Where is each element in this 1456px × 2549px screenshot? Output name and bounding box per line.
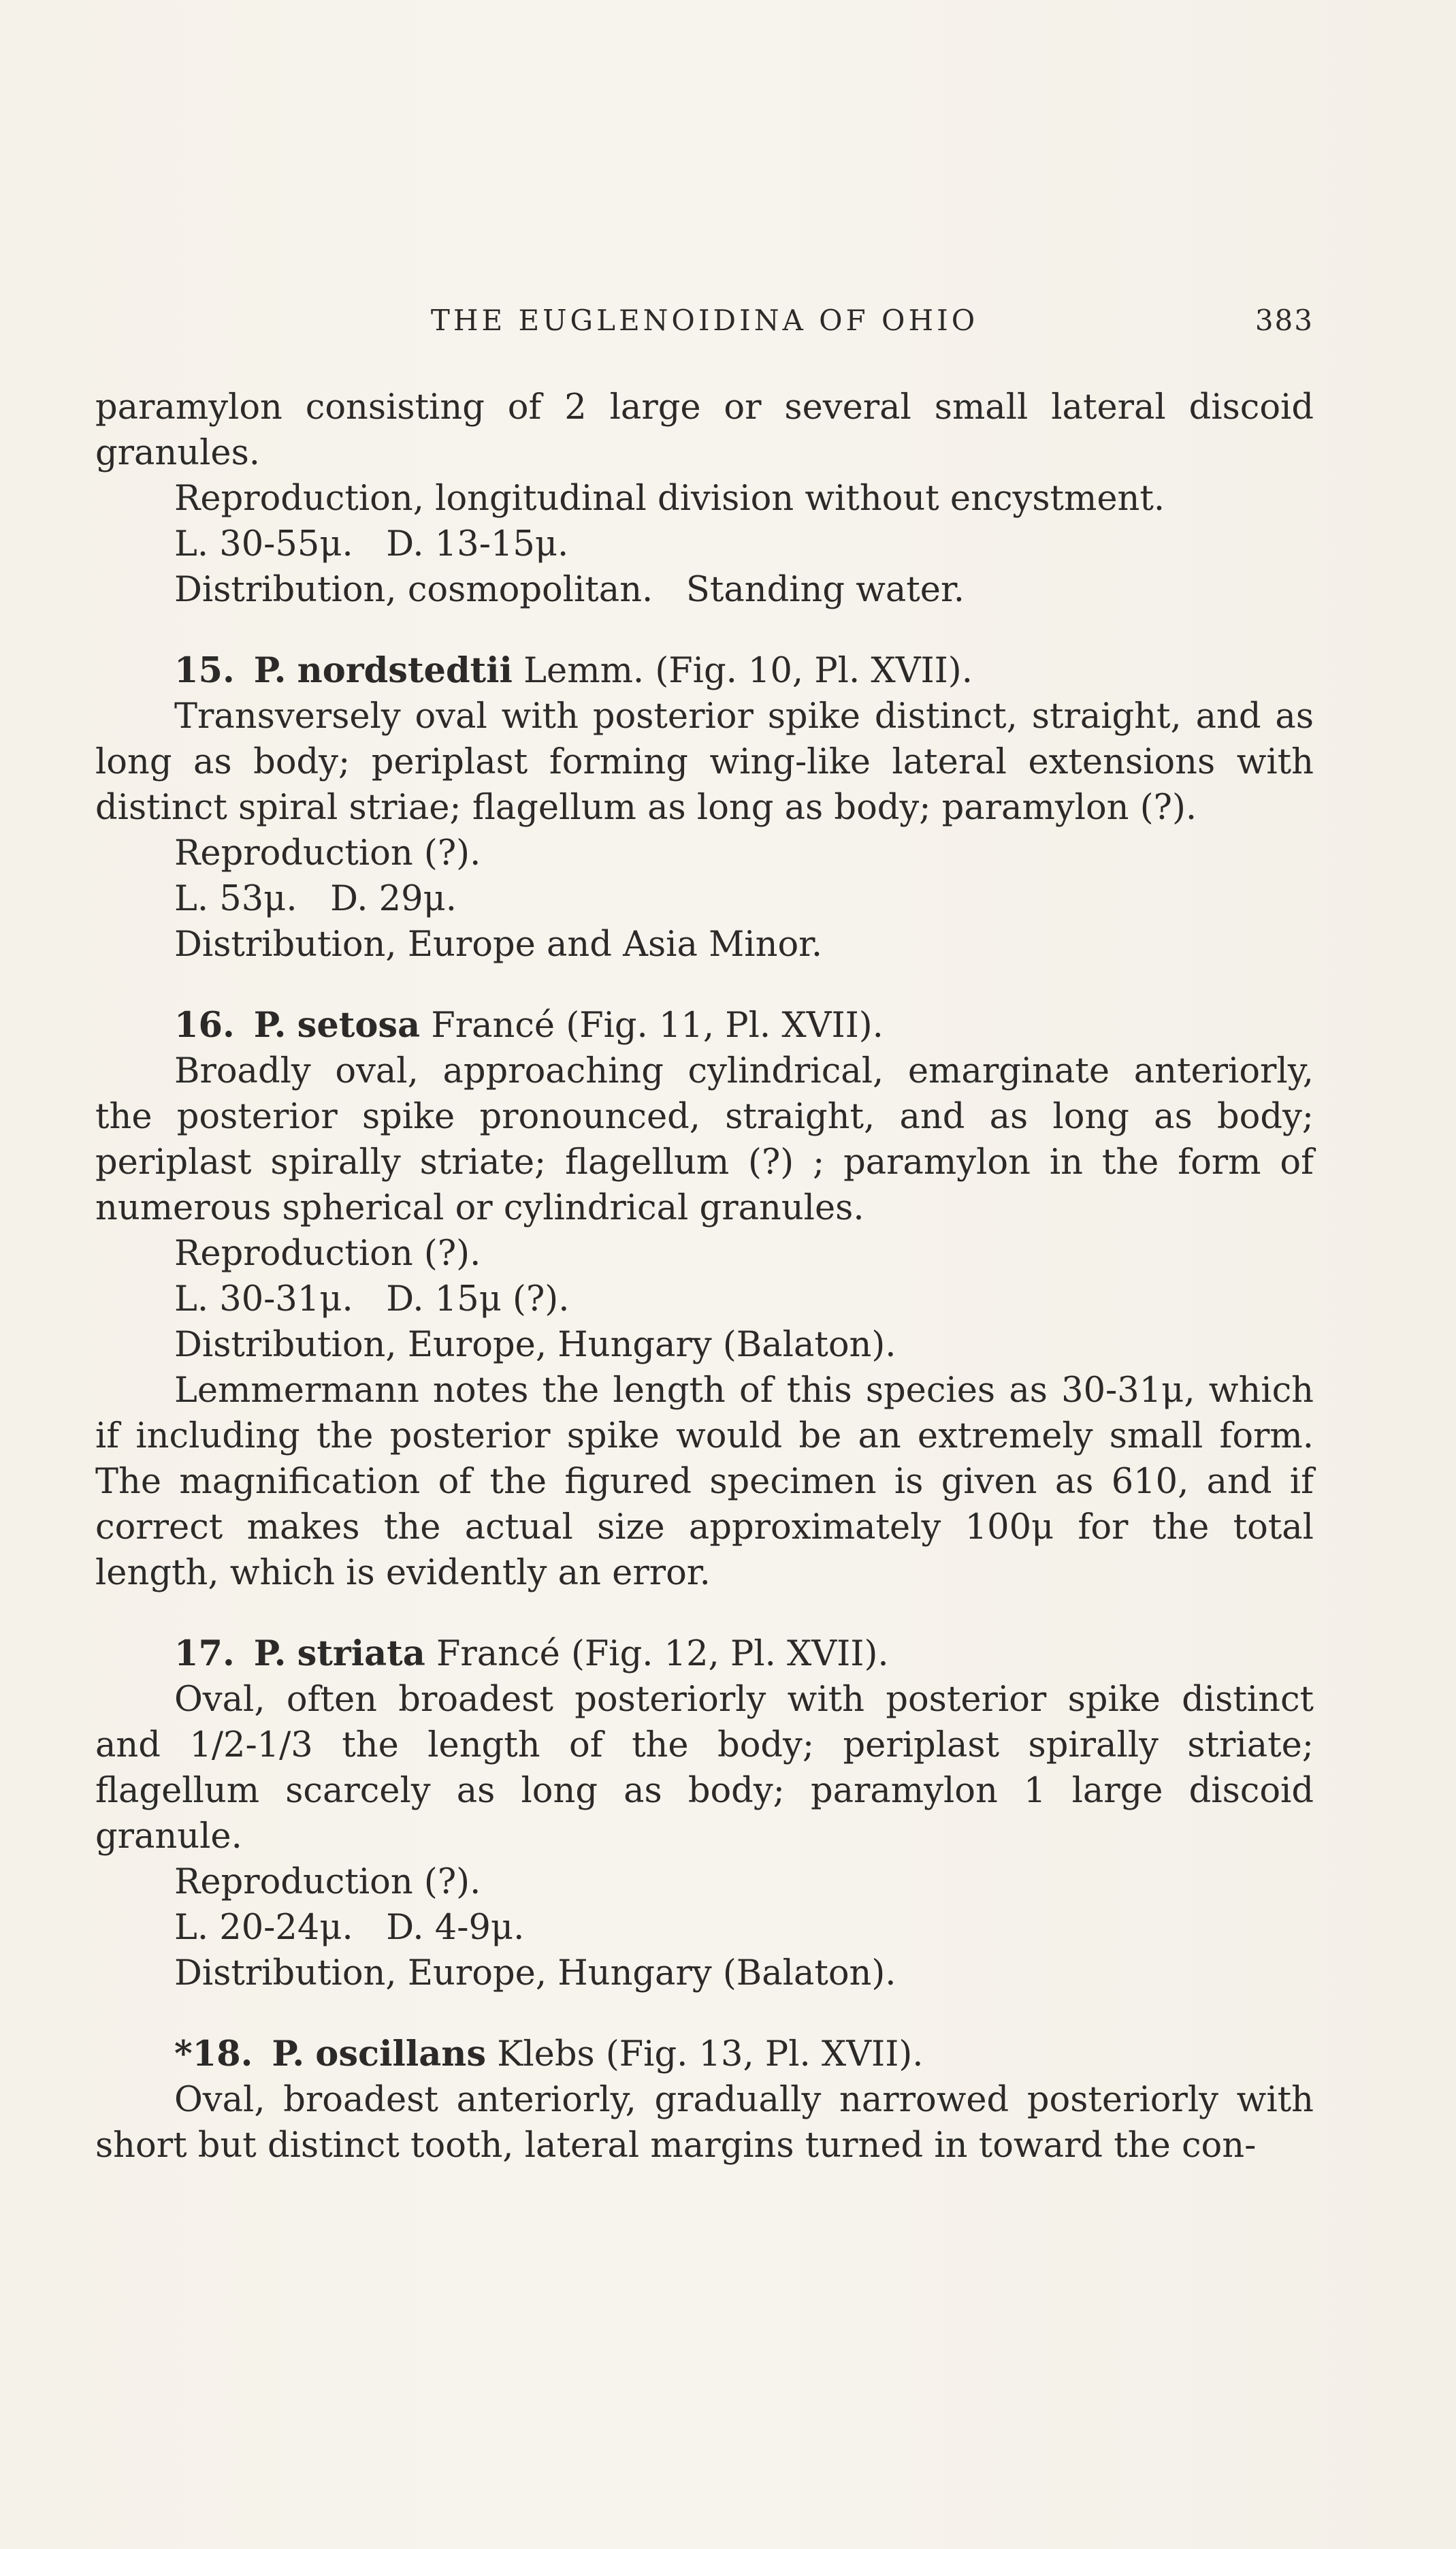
intro-reproduction: Reproduction, longitudinal division without encystment. <box>174 479 1165 519</box>
species-genus: P. <box>253 1633 287 1674</box>
species-genus: P. <box>253 1005 287 1046</box>
species-description: Oval, broadest anteriorly, gradually narrowed posteriorly with short but distinct tooth, lateral margins turned in toward the con- <box>95 2080 1314 2166</box>
species-author-ref: Lemm. (Fig. 10, Pl. XVII). <box>523 651 973 691</box>
intro-distribution: Distribution, cosmopolitan. Standing water. <box>174 570 965 610</box>
species-note: Lemmermann notes the length of this species as 30-31μ, which if including the posterior spike would be an extremely small form. The magnification of the figured specimen is given as 610, and if correct makes the actual size approximately 100μ for the total length, which is evidently an error. <box>95 1370 1314 1593</box>
species-epithet: striata <box>297 1633 425 1674</box>
intro-text: paramylon consisting of 2 large or several small lateral discoid granules. <box>95 387 1314 473</box>
species-distribution: Distribution, Europe and Asia Minor. <box>174 925 823 965</box>
running-title: THE EUGLENOIDINA OF OHIO <box>430 304 979 337</box>
species-genus: P. <box>253 650 287 691</box>
species-description: Oval, often broadest posteriorly with posterior spike distinct and 1/2-1/3 the length of the body; periplast spirally striate; flagellum scarcely as long as body; paramylon 1 large discoid granule. <box>95 1680 1314 1857</box>
page-number: 383 <box>1255 304 1314 337</box>
species-heading <box>95 648 1314 694</box>
species-heading <box>95 2032 1314 2077</box>
species-heading <box>95 1631 1314 1677</box>
species-distribution: Distribution, Europe, Hungary (Balaton). <box>174 1953 896 1993</box>
species-distribution: Distribution, Europe, Hungary (Balaton). <box>174 1325 896 1365</box>
species-epithet: setosa <box>297 1005 421 1046</box>
species-epithet: nordstedtii <box>297 650 513 691</box>
species-number: 17. <box>174 1633 235 1674</box>
species-measurements: L. 53μ. D. 29μ. <box>174 879 457 919</box>
running-head <box>95 304 1314 344</box>
species-number: *18. <box>174 2034 253 2074</box>
species-author-ref: Francé (Fig. 12, Pl. XVII). <box>436 1634 889 1674</box>
species-reproduction: Reproduction (?). <box>174 1234 481 1274</box>
species-number: 15. <box>174 650 235 691</box>
species-heading <box>95 1003 1314 1048</box>
page-body <box>95 385 1314 2168</box>
species-description: Transversely oval with posterior spike distinct, straight, and as long as body; periplast forming wing-like lateral extensions with distinct spiral striae; flagellum as long as body; paramylon (?). <box>95 696 1314 828</box>
species-reproduction: Reproduction (?). <box>174 833 481 873</box>
species-author-ref: Klebs (Fig. 13, Pl. XVII). <box>497 2034 924 2074</box>
species-genus: P. <box>272 2034 305 2074</box>
species-number: 16. <box>174 1005 235 1046</box>
species-epithet: oscillans <box>315 2034 487 2074</box>
species-reproduction: Reproduction (?). <box>174 1862 481 1902</box>
species-measurements: L. 30-31μ. D. 15μ (?). <box>174 1279 570 1319</box>
intro-measurements: L. 30-55μ. D. 13-15μ. <box>174 524 569 564</box>
species-description: Broadly oval, approaching cylindrical, emarginate anteriorly, the posterior spike pronounced, straight, and as long as body; periplast spirally striate; flagellum (?) ; paramylon in the form of numerous spherical or cylindrical granules. <box>95 1051 1314 1228</box>
species-measurements: L. 20-24μ. D. 4-9μ. <box>174 1908 525 1948</box>
species-author-ref: Francé (Fig. 11, Pl. XVII). <box>431 1006 884 1046</box>
